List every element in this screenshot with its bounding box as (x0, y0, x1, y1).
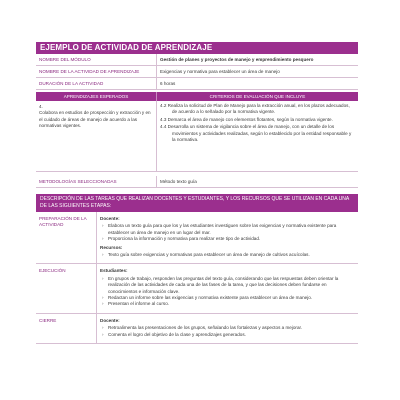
info-row-duration (36, 78, 358, 90)
info-row-activity (36, 66, 358, 78)
stage-task-list (100, 223, 355, 242)
activity-document (36, 42, 358, 392)
stage-task-list (100, 276, 355, 308)
aprendizajes-header: APRENDIZAJES ESPERADOS (63, 94, 129, 99)
stage-content (96, 314, 358, 343)
criterio-item: 4.3 Demarca el área de manejo con elementos flotantes, según la normativa vigente. (160, 116, 333, 122)
info-value: Exigencias y normativa para establecer un área de manejo (156, 66, 358, 77)
stage-task-list (100, 252, 355, 258)
stage-row (36, 314, 358, 344)
info-label: NOMBRE DE LA ACTIVIDAD DE APRENDIZAJE (39, 69, 140, 74)
stage-task: › Texto guía sobre exigencias y normativas para establecer un área de manejo de cultivos acuícolas. (108, 252, 355, 258)
info-label: NOMBRE DEL MÓDULO (39, 57, 91, 62)
info-row-module (36, 54, 358, 66)
stage-task: › En grupos de trabajo, responden las preguntas del texto guía, considerando que las respuestas deben orientar la realización de las actividades de cada una de las fases de la tarea, y que las decisiones deben fundarse en conocimientos e información clave. (108, 276, 355, 295)
stage-row (36, 264, 358, 313)
stage-task-list (100, 325, 355, 338)
stage-label: CIERRE (39, 317, 57, 323)
info-value: 6 horas (156, 78, 358, 89)
stage-role: Docente: (100, 317, 120, 323)
stages-table (36, 212, 358, 344)
stage-role: Estudiantes: (100, 268, 128, 274)
stage-label: EJECUCIÓN (39, 268, 66, 274)
stage-task: › Redactan un informe sobre las exigencias y normativa existente para establecer un área de manejo. (108, 295, 355, 301)
info-value: Gestión de planes y proyectos de manejo y emprendimiento pesquero (156, 54, 358, 65)
stage-row (36, 212, 358, 264)
stage-task: › Comenta el logro del objetivo de la clase y aprendizajes generados. (108, 332, 355, 338)
stage-label: PREPARACIÓN DE LA ACTIVIDAD (39, 216, 87, 228)
info-label: DURACIÓN DE LA ACTIVIDAD (39, 81, 104, 86)
criteria-row (36, 101, 358, 172)
criteria-header (36, 92, 358, 101)
stage-role: Recursos: (100, 244, 123, 250)
description-header: DESCRIPCIÓN DE LAS TAREAS QUE REALIZAN DOCENTES Y ESTUDIANTES, Y LOS RECURSOS QUE SE UTILIZAN EN CADA UNA DE LAS SIGUIENTES ETAPAS: (36, 194, 358, 212)
stage-task: › Retroalimenta las presentaciones de los grupos, señalando las fortalezas y aspectos a mejorar. (108, 325, 355, 331)
document-title: EJEMPLO DE ACTIVIDAD DE APRENDIZAJE (36, 42, 358, 54)
criterio-item: 4.2 Realiza la solicitud de Plan de Manejo para la extracción anual, en los plazos adecuados, de acuerdo a lo señalado por la normativa vigente. (160, 103, 350, 115)
stage-task: › Elabora un texto guía para que los y las estudiantes investiguen sobre las exigencias y normativa existente para establecer un área de manejo en un lugar del mar. (108, 223, 355, 236)
metodologias-label: METODOLOGÍAS SELECCIONADAS (39, 179, 117, 184)
stage-content (96, 212, 358, 263)
criterios-header: CRITERIOS DE EVALUACIÓN QUE INCLUYE (156, 92, 358, 101)
criterio-item: 4.4 Desarrolla un sistema de vigilancia sobre el área de manejo, con un detalle de los movimientos y actividades realizadas, según lo establecido por la entidad responsable y la normativa. (160, 124, 352, 143)
info-table (36, 54, 358, 90)
aprendizaje-text: 4. Colabora en estudios de prospección y extracción y en el cuidado de áreas de manejo de acuerdo a las normativas vigentes. (39, 104, 151, 129)
stage-task: › Proporciona la información y normativa para realizar este tipo de actividad. (108, 236, 355, 242)
stage-role: Docente: (100, 216, 120, 221)
stage-task: › Presentan el informe al curso. (108, 301, 355, 307)
metodologias-row (36, 176, 358, 188)
criterios-list (156, 101, 358, 171)
stage-content (96, 264, 358, 312)
metodologias-value: Método texto guía (156, 176, 358, 187)
